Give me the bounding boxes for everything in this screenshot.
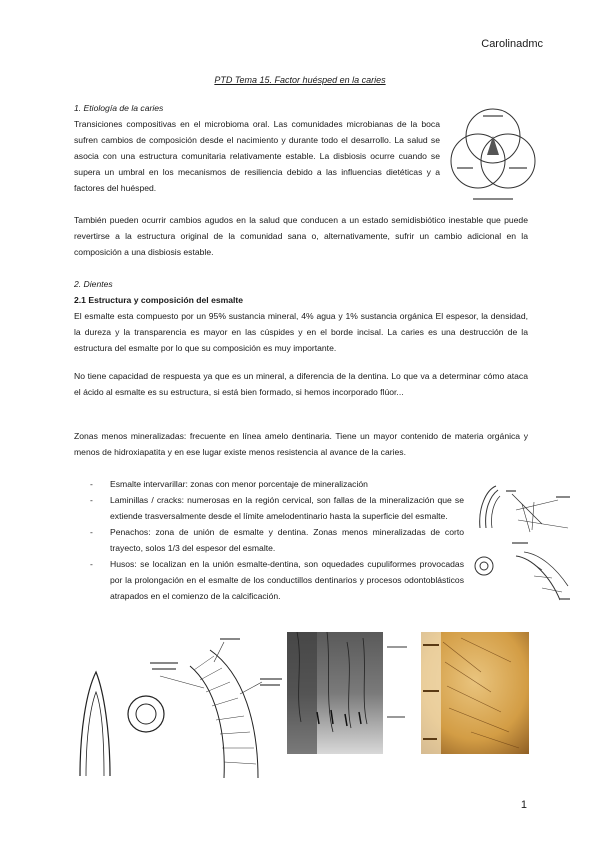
venn-diagram-figure <box>447 103 539 207</box>
document-title: PTD Tema 15. Factor huésped en la caries <box>214 75 386 85</box>
micrograph-dark-figure <box>287 632 417 754</box>
subsection-heading-esmalte: 2.1 Estructura y composición del esmalte <box>74 295 244 305</box>
page-number: 1 <box>520 799 527 811</box>
list-item: - Penachos: zona de unión de esmalte y dentina. Zonas menos mineralizadas de corto trayecto, solos 1/3 del espesor del esmalte. <box>110 524 464 556</box>
paragraph-zonas-menos-mineralizadas: Zonas menos mineralizadas: frecuente en línea amelo dentinaria. Tiene un mayor contenido de materia orgánica y menos de hidroxiapatita y en ese lugar existe menos resistencia al avance de la caries. <box>74 431 528 457</box>
section-heading-dientes: 2. Dientes <box>74 279 113 289</box>
list-item: - Esmalte intervarillar: zonas con menor porcentaje de mineralización <box>110 476 464 492</box>
paragraph-cambios-agudos: También pueden ocurrir cambios agudos en la salud que conducen a un estado semidisbiótico inestable que puede revertirse a la estructura original de la comunidad sana o, alternativamente, sufrir un cambio adicional en la composición a una disbiosis estable. <box>74 215 528 257</box>
tooth-section-figure <box>74 632 286 782</box>
paragraph-microbioma: Transiciones compositivas en el microbioma oral. Las comunidades microbianas de la boca sufren cambios de composición desde el nacimiento y durante todo el desarrollo. La salud se asocia con una estructura comunitaria relativamente estable. La disbiosis ocurre cuando se supera un umbral en los mecanismos de resiliencia debido a las influencias dietéticas y a factores del huésped. <box>74 119 440 193</box>
list-item: - Husos: se localizan en la unión esmalte-dentina, son oquedades cupuliformes provocadas por la prolongación en el esmalte de los conductillos dentinarios y procesos odontoblásticos atrapados en el comienzo de la calcificación. <box>110 556 464 604</box>
paragraph-capacidad-respuesta: No tiene capacidad de respuesta ya que es un mineral, a diferencia de la dentina. Lo que va a determinar cómo ataca el ácido al esmalte es su estructura, si está bien formado, si hemos incorporado flúor... <box>74 371 528 397</box>
bullet-list-zonas <box>110 476 464 604</box>
enamel-defects-figure <box>472 480 580 608</box>
paragraph-composicion-esmalte: El esmalte esta compuesto por un 95% sustancia mineral, 4% agua y 1% sustancia orgánica El espesor, la densidad, la dureza y la transparencia es mayor en las cúspides y en el borde incisal. La caries es una destrucción de la estructura del esmalte por lo que su composición es muy importante. <box>74 311 528 353</box>
author-header: Carolinadmc <box>481 38 543 50</box>
section-heading-etiologia: 1. Etiología de la caries <box>74 103 164 113</box>
micrograph-amber-figure <box>421 632 529 754</box>
list-item: - Laminillas / cracks: numerosas en la región cervical, son fallas de la mineralización que se extiende trasversalmente desde el límite amelodentinario hasta la superficie del esmalte. <box>110 492 464 524</box>
